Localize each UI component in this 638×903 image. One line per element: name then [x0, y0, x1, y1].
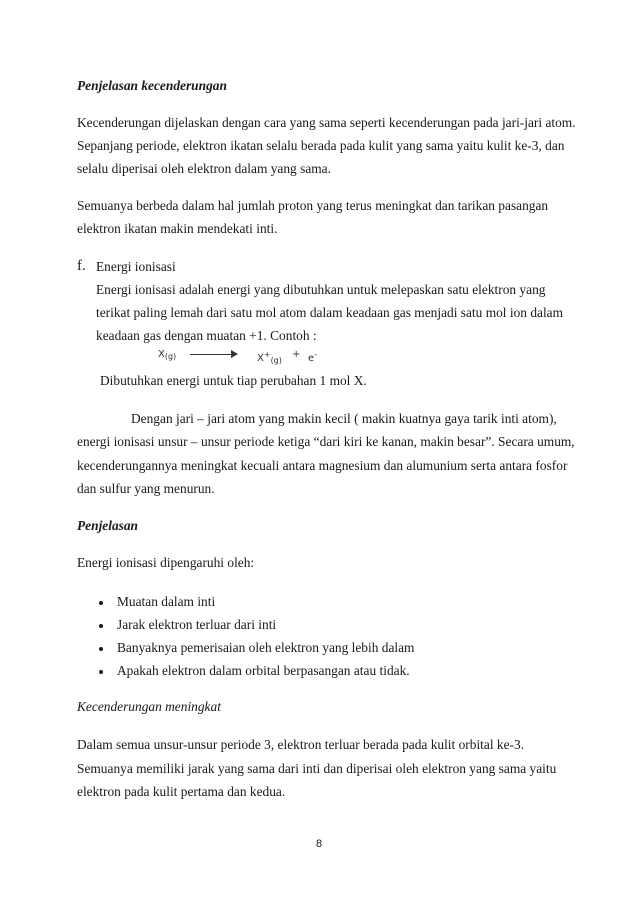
section-heading: Kecenderungan meningkat — [77, 699, 221, 714]
list-marker: f. — [77, 258, 86, 274]
bullet-icon — [99, 647, 103, 651]
paragraph-line: Semuanya memiliki jarak yang sama dari inti dan diperisai oleh elektron yang sama yaitu — [77, 761, 557, 776]
paragraph-line: elektron ikatan makin mendekati inti. — [77, 221, 278, 236]
paragraph-line: Dengan jari – jari atom yang makin kecil ( makin kuatnya gaya tarik inti atom), — [131, 411, 557, 426]
bullet-icon — [99, 670, 103, 674]
paragraph-line: selalu diperisai oleh elektron dalam yang sama. — [77, 161, 331, 176]
list-item: Jarak elektron terluar dari inti — [117, 617, 277, 632]
page-number: 8 — [316, 838, 323, 850]
equation-product: $X^+_{(g)}$ — [257, 350, 282, 365]
paragraph-line: keadaan gas dengan muatan +1. Contoh : — [96, 328, 317, 343]
equation-reactant: $X_{(g)}$ — [158, 349, 177, 361]
paragraph-line: kecenderungannya meningkat kecuali antara magnesium dan alumunium serta antara fosfor — [77, 458, 568, 473]
equation-electron: e- — [308, 350, 318, 364]
item-title: Energi ionisasi — [96, 259, 176, 274]
paragraph-line: Dalam semua unsur-unsur periode 3, elektron terluar berada pada kulit orbital ke-3. — [77, 737, 525, 752]
paragraph-line: Energi ionisasi adalah energi yang dibutuhkan untuk melepaskan satu elektron yang — [96, 282, 546, 297]
paragraph-line: Semuanya berbeda dalam hal jumlah proton yang terus meningkat dan tarikan pasangan — [77, 198, 549, 213]
equation-note: Dibutuhkan energi untuk tiap perubahan 1 mol X. — [100, 373, 367, 388]
paragraph-line: Kecenderungan dijelaskan dengan cara yang sama seperti kecenderungan pada jari-jari atom. — [77, 115, 576, 130]
paragraph-line: energi ionisasi unsur – unsur periode ketiga “dari kiri ke kanan, makin besar”. Secara umum, — [77, 434, 575, 449]
paragraph-line: Sepanjang periode, elektron ikatan selalu berada pada kulit yang sama yaitu kulit ke-3, dan — [77, 138, 565, 153]
bullet-icon — [99, 624, 103, 628]
reaction-arrow — [190, 354, 232, 355]
section-heading: Penjelasan — [77, 518, 139, 533]
equation-plus: + — [292, 349, 301, 360]
paragraph-line: dan sulfur yang menurun. — [77, 481, 215, 496]
list-item: Apakah elektron dalam orbital berpasangan atau tidak. — [117, 663, 410, 678]
paragraph-line: Energi ionisasi dipengaruhi oleh: — [77, 555, 255, 570]
paragraph-line: terikat paling lemah dari satu mol atom dalam keadaan gas menjadi satu mol ion dalam — [96, 305, 564, 320]
list-item: Banyaknya pemerisaian oleh elektron yang lebih dalam — [117, 640, 415, 655]
paragraph-line: elektron pada kulit pertama dan kedua. — [77, 784, 286, 799]
section-heading: Penjelasan kecenderungan — [77, 78, 227, 93]
bullet-icon — [99, 601, 103, 605]
list-item: Muatan dalam inti — [117, 594, 216, 609]
arrow-head-icon — [231, 350, 238, 358]
